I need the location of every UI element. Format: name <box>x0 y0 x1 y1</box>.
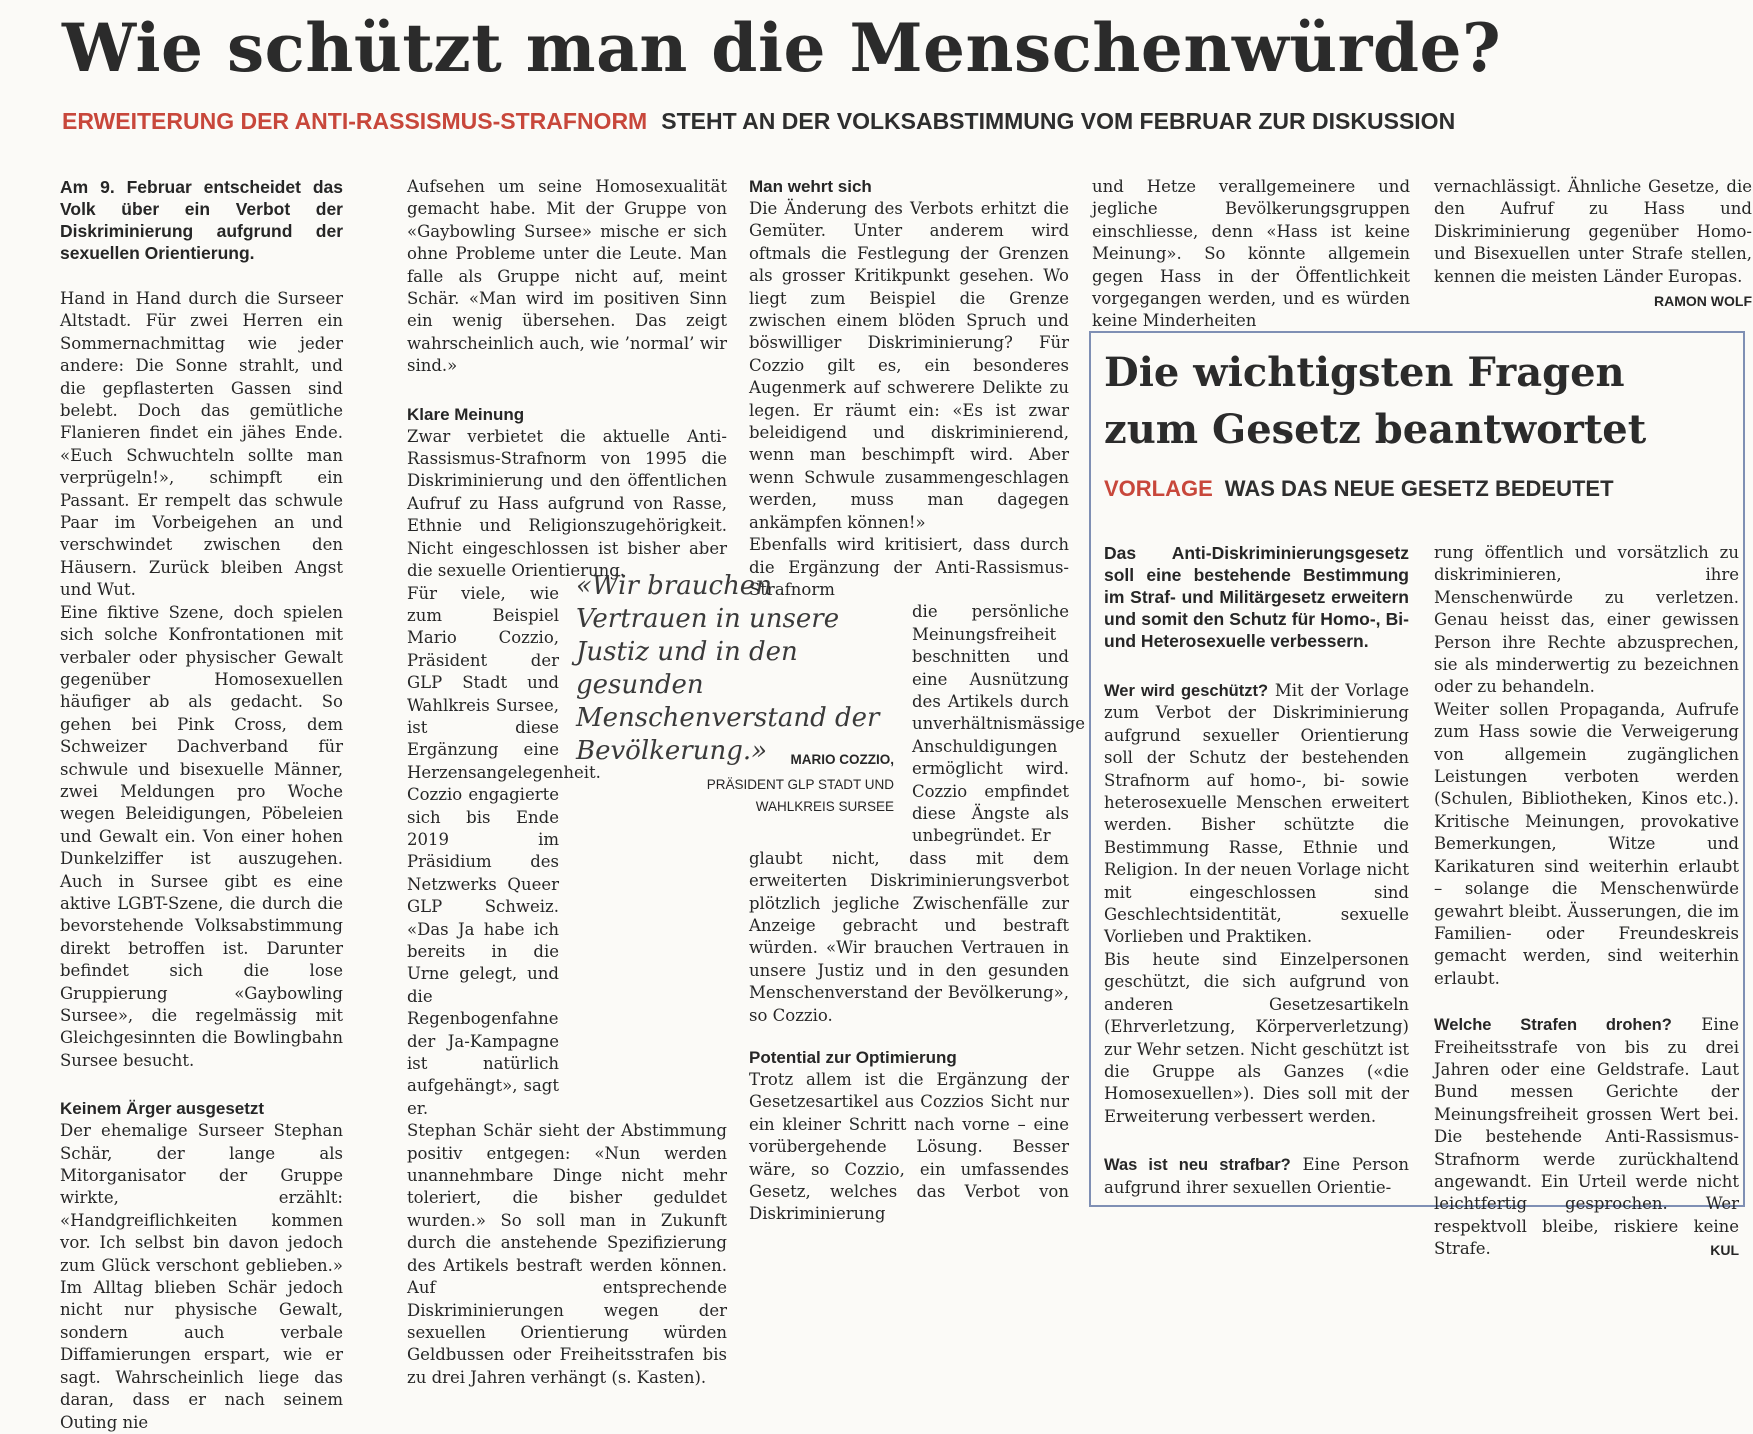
article-paragraph: vernachlässigt. Ähnliche Gesetze, die den Aufruf zu Hass und Diskriminierung gegenüber Homo- und Bisexuellen unter Strafe stellen, kennen die meisten Länder Europas. <box>1434 177 1752 286</box>
article-subheading: Klare Meinung <box>407 404 525 424</box>
article-paragraph: Eine fiktive Szene, doch spielen sich solche Konfrontationen mit verbaler oder physischer Gewalt gegenüber Homosexuellen häufiger ab als gedacht. So gehen bei Pink Cross, dem Schweizer Dachverband für schwule und bisexuelle Männer, zwei Meldungen pro Woche wegen Beleidigungen, Pöbeleien und Gewalt ein. Von einer hohen Dunkelziffer ist auszugehen. Auch in Sursee gibt es eine aktive LGBT-Szene, die durch die bevorstehende Volksabstimmung direkt betroffen ist. Darunter befindet sich die lose Gruppierung «Gaybowling Sursee», die regelmässig mit Gleichgesinnten die Bowlingbahn Sursee besucht. <box>60 602 343 1070</box>
pull-quote: «Wir brauchen Vertrauen in unsere Justiz und in den gesunden Menschenverstand der Bevölkerung.» <box>576 571 880 766</box>
article-subheading: Keinem Ärger ausgesetzt <box>60 1099 265 1119</box>
article-paragraph: glaubt nicht, dass mit dem erweiterten Diskriminierungsverbot plötzlich jegliche Zwischenfälle zur Anzeige gebracht und bestraft würden. «Wir brauchen Vertrauen in unsere Justiz und in den gesunden Menschenverstand der Bevölkerung», so Cozzio. <box>749 848 1069 1025</box>
kicker-topic: ERWEITERUNG DER ANTI-RASSISMUS-STRAFNORM <box>62 108 648 134</box>
info-box-answer-text: Mit der Vorlage zum Verbot der Diskriminierung aufgrund sexueller Orientierung soll der Schutz der bestehenden Strafnorm auf homo-, bi- sowie heterosexuelle Menschen erweitert werden. Bisher schützte die Bestimmung Rasse, Ethnie und Religion. In der neuen Vorlage nicht mit eingeschlossen sind Geschlechtsidentität, sexuelle Vorlieben und Praktiken. <box>1104 681 1410 947</box>
info-box-answer-text: Eine Freiheitsstrafe von bis zu drei Jahren oder eine Geldstrafe. Laut Bund messen Gerichte der Meinungsfreiheit grossen Wert bei. Die bestehende Anti-Rassismus-Strafnorm werde zurückhaltend angewandt. Ein Urteil werde nicht leichtfertig gesprochen. Wer respektvoll bleibe, riskiere keine Strafe. <box>1434 1015 1739 1259</box>
info-box-column-1 <box>1104 542 1409 1199</box>
info-box-kicker <box>1104 476 1614 502</box>
info-box-question: Welche Strafen drohen? <box>1434 1016 1672 1035</box>
pull-quote-role <box>620 774 894 818</box>
article-paragraph: Der ehemalige Surseer Stephan Schär, der lange als Mitorganisator der Gruppe wirkte, erzählt: «Handgreiflichkeiten kommen vor. Ich selbst bin davon jedoch zum Glück verschont geblieben.» Im Alltag blieben Schär jedoch nicht nur physische Gewalt, sondern auch verbale Diffamierungen erspart, wie er sagt. Wahrscheinlich liege das daran, dass er nach seinem Outing nie <box>60 1121 343 1432</box>
info-box-kicker-subtitle: WAS DAS NEUE GESETZ BEDEUTET <box>1224 476 1614 501</box>
article-paragraph: Stephan Schär sieht der Abstimmung positiv entgegen: «Nun werden unannehmbare Dinge nicht mehr toleriert, die bisher geduldet wurden.» So soll man in Zukunft durch die anstehende Spezifizierung des Artikels bestraft werden können. Auf entsprechende Diskriminierungen wegen der sexuellen Orientierung würden Geldbussen oder Freiheitsstrafen bis zu drei Jahren verhängt (s. Kasten). <box>407 1121 727 1387</box>
info-box-question: Was ist neu strafbar? <box>1104 1156 1291 1175</box>
pull-quote-name: MARIO COZZIO, <box>790 752 894 767</box>
info-box-answer <box>1434 1014 1739 1260</box>
article-paragraph: Hand in Hand durch die Surseer Altstadt. Für zwei Herren ein Sommernachmittag wie jeder andere: Die Sonne strahlt, und die gepflasterten Gassen sind belebt. Doch das gemütliche Flanieren findet ein jähes Ende. «Euch Schwuchteln sollte man verprügeln!», schimpft ein Passant. Er rempelt das schwule Paar im Vorbeigehen an und verschwindet zwischen den Häusern. Zurück bleiben Angst und Wut. <box>60 289 343 600</box>
article-paragraph: Für viele, wie zum Beispiel Mario Cozzio, Präsident der GLP Stadt und Wahlkreis Sursee, ist diese Ergänzung eine Herzensangelegenheit. Cozzio engagierte sich bis Ende 2019 im Präsidium des Netzwerks Queer GLP Schweiz. «Das Ja habe ich bereits in die Urne gelegt, und die Regenbogenfahne der Ja-Kampagne ist natürlich aufgehängt», sagt er. <box>407 583 601 1118</box>
info-box-answer <box>1104 1154 1409 1199</box>
info-box-title-line: Die wichtigsten Fragen <box>1104 349 1625 396</box>
info-box-answer-text: Bis heute sind Einzelpersonen geschützt, die sich aufgrund von anderen Gesetzesartikeln (Ehrverletzung, Körperverletzung) zur Wehr setzen. Nicht geschützt ist die Gruppe als Ganzes («die Homosexuellen»). Dies soll mit der Erweiterung verbessert werden. <box>1104 949 1409 1126</box>
article-author: RAMON WOLF <box>1654 293 1752 310</box>
info-box-answer <box>1104 680 1409 949</box>
info-box-answer-text: Eine Person aufgrund ihrer sexuellen Orientie- <box>1104 1155 1409 1197</box>
info-box-column-2 <box>1434 542 1739 1261</box>
info-box-answer-text: rung öffentlich und vorsätzlich zu diskriminieren, ihre Menschenwürde zu verletzen. Genau heisst das, einer gewissen Person ihre Rechte abzusprechen, sie als minderwertig zu bezeichnen oder zu behandeln. <box>1434 543 1739 697</box>
pull-quote-role-line: PRÄSIDENT GLP STADT UND <box>706 777 894 792</box>
article-column-4 <box>1092 176 1410 333</box>
kicker-subtitle: STEHT AN DER VOLKSABSTIMMUNG VOM FEBRUAR ZUR DISKUSSION <box>661 108 1456 134</box>
article-paragraph: Aufsehen um seine Homosexualität gemacht habe. Mit der Gruppe von «Gaybowling Sursee» mische er sich ohne Probleme unter die Leute. Man falle als Gruppe nicht auf, meint Schär. «Man wird im positiven Sinn ein wenig übersehen. Das zeigt wahrscheinlich auch, wie ’normal’ wir sind.» <box>407 177 727 376</box>
article-column-5 <box>1434 176 1752 312</box>
article-subheading: Man wehrt sich <box>749 177 872 196</box>
article-paragraph: Die Änderung des Verbots erhitzt die Gemüter. Unter anderem wird oftmals die Festlegung der Grenzen als grosser Kritikpunkt gesehen. Wo liegt zum Beispiel die Grenze zwischen einem blöden Spruch und böswilliger Diskriminierung? Für Cozzio gilt es, ein besonderes Augenmerk auf schwerere Delikte zu legen. Er räumt ein: «Es ist zwar beleidigend und diskriminierend, wenn man beschimpft wird. Aber wenn Schwule zusammengeschlagen werden, muss man dagegen ankämpfen können!» <box>749 199 1069 532</box>
article-paragraph: und Hetze verallgemeinere und jegliche Bevölkerungsgruppen einschliesse, denn «Hass ist keine Meinung». So könnte allgemein gegen Hass in der Öffentlichkeit vorgegangen werden, und es würden keine Minderheiten <box>1092 177 1410 331</box>
article-paragraph: Ebenfalls wird kritisiert, dass durch die Ergänzung der Anti-Rassismus-Strafnorm <box>749 535 1069 599</box>
pull-quote-role-line: WAHLKREIS SURSEE <box>755 799 894 814</box>
info-box-question: Wer wird geschützt? <box>1104 682 1269 700</box>
info-box-kicker-topic: VORLAGE <box>1104 476 1213 501</box>
article-paragraph: die persönliche Meinungsfreiheit beschnitten und eine Ausnützung des Artikels durch unverhältnismässige Anschuldigungen ermöglicht wird. Cozzio empfindet diese Ängste als unbegründet. Er <box>912 602 1085 846</box>
kicker <box>62 108 1455 135</box>
info-box-lead: Das Anti-Diskriminierungsgesetz soll eine bestehende Bestimmung im Straf- und Militärgesetz erweitern und somit den Schutz für Homo-, Bi- und Heterosexuelle verbessern. <box>1104 543 1409 651</box>
article-lead: Am 9. Februar entscheidet das Volk über ein Verbot der Diskriminierung aufgrund der sexuellen Orientierung. <box>60 177 343 263</box>
article-paragraph: Trotz allem ist die Ergänzung der Gesetzesartikel aus Cozzios Sicht nur ein kleiner Schritt nach vorne – eine vorübergehende Lösung. Besser wäre, so Cozzio, ein umfassendes Gesetz, welches das Verbot von Diskriminierung <box>749 1070 1069 1224</box>
article-column-1 <box>60 176 343 1434</box>
info-box-author: KUL <box>1710 1241 1739 1258</box>
info-box-title-line: zum Gesetz beantwortet <box>1104 406 1647 453</box>
article-paragraph: Zwar verbietet die aktuelle Anti-Rassismus-Strafnorm von 1995 die Diskriminierung und den öffentlichen Aufruf zu Hass aufgrund von Rasse, Ethnie und Religionszugehörigkeit. Nicht eingeschlossen ist bisher aber die sexuelle Orientierung. <box>407 426 727 581</box>
info-box-title <box>1104 344 1646 458</box>
headline: Wie schützt man die Menschenwürde? <box>62 9 1502 87</box>
info-box-answer-text: Weiter sollen Propaganda, Aufrufe zum Hass sowie die Verweigerung von allgemein zugänglichen Leistungen verboten werden (Schulen, Bibliotheken, Kinos etc.). Kritische Meinungen, provokative Bemerkungen, Witze und Karikaturen sind weiterhin erlaubt – solange die Menschenwürde gewahrt bleibt. Äusserungen, die im Familien- oder Freundeskreis gemacht werden, sind weiterhin erlaubt. <box>1434 699 1739 988</box>
article-subheading: Potential zur Optimierung <box>749 1048 957 1068</box>
